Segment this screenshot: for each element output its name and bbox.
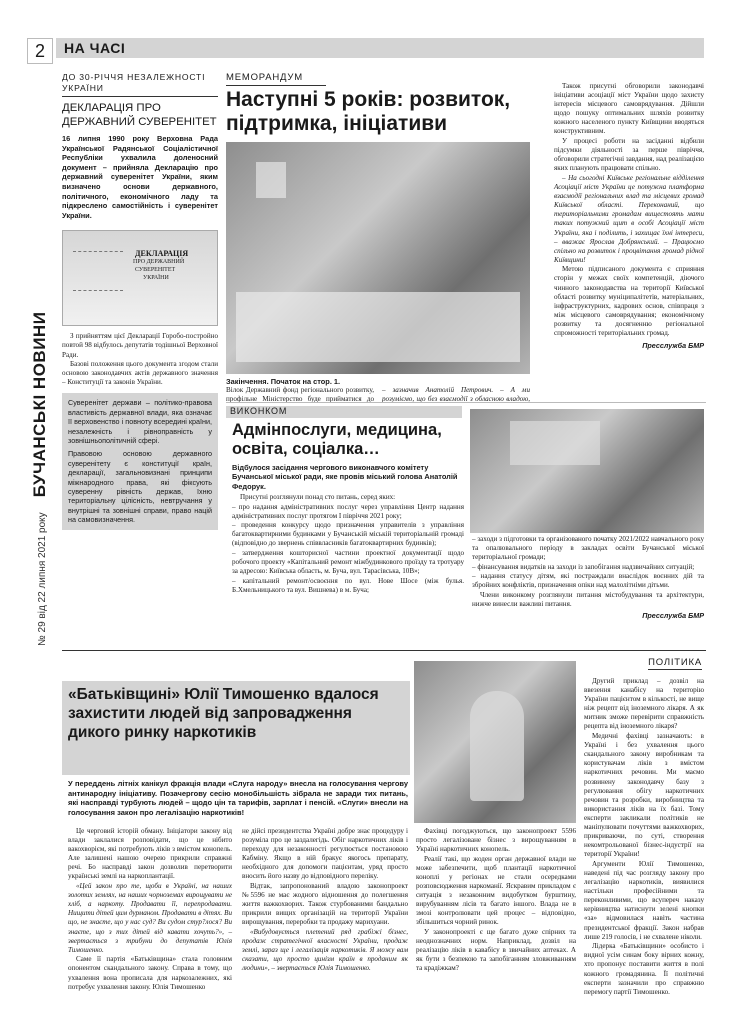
memorandum-title: Наступні 5 років: розвиток, підтримка, ініціативи	[226, 88, 511, 135]
memorandum-rubric: МЕМОРАНДУМ	[226, 72, 326, 86]
doc-line-4: УКРАЇНИ	[143, 275, 169, 282]
memorandum-article	[226, 72, 706, 402]
politics-col2: не дійсі президентства Україні добре знає процедуру і розуміла про це заздалегідь. Обіг наркотичних ліків і переходу для незаконності регулюється постановою Кабміну. Якщо в ній бракує якогось препарату, необхідного для допомоги пацієнтам, уряд просто вносить його назву до відповідного переліку. Відтак, запропонований владою законопроект №5596 не має жодного відношення до полегшення життя важкохворих. Також стурбованими бандально прикрили вищих організацій на території України вирощування, переробки та продажу марихуани. «Вибудовується плетений ряд грабіжі бізнес, продаж стратегічної власності України, продаж землі, зараз ще і легалізація наркотиків. Я можу вам сказати, що просто цинізм країн в проданим як людини», – звертається Юлія Тимошенко.	[242, 827, 408, 973]
politics-rubric: ПОЛІТИКА	[648, 657, 702, 668]
page-number: 2	[27, 38, 53, 64]
executive-body-left: Присутні розглянули понад сто питань, серед яких: – про надання адміністративних послуг через управління Центр надання адміністративних послуг протягом І півріччя 2021 року; – проведення конкурсу щодо призначення управителів з управління багатоквартирними будинками у Бучанській міській територіальній громаді (відповідно до звернень співвласників багатоквартирних будинків); – затвердження кошторисної частини проектної документації щодо робочого проекту «Капітальний ремонт міжбудинкового проїзду та тротуару за адресою: Київська область, м. Буча, вул. Тарасівська, 10В»; – капітальний ремонт/освоєння по вул. Нове Шосе (між булья. Б.Хмельницького та вул. Вишнева) в м. Буча;	[232, 493, 464, 594]
politics-col3: Фахівці погоджуються, що законопроект 5596 просто легалізоване бізнес з вирощуванням в Україні наркотичних конопель. Реалії такі, що жоден орган державної влади не може забезпечити, щоб плантації наркотичної коноплі у регіонах не стали осередками розповсюдження наркоманії. Яскравим прикладом є ситуація з незаконним видобутком бурштину, вирубуванням лісів та багато іншого. Влада не в змозі контролювати цей процес – відповідно, збільшиться чорний ринок. У законопроекті є ще багато дуже спірних та неоднозначних норм. Наприклад, дозвіл на реалізацію ліків в кавабісу в звичайних аптеках. А як бути з безпекою та запобіганням зловживанням та крадіжкам?	[416, 827, 576, 973]
politics-photo	[414, 661, 576, 823]
doc-scribble	[73, 251, 123, 291]
politics-col4: Другий приклад – дозвіл на ввезення канабісу на територію України пацієнтом в кількості, не вище ніж рецепт від іноземного лікаря. А як митник зможе перевірити справжність рецепта від іноземного лікаря? Медичні фахівці зазначають: в Україні і без ухвалення цього скандального закону виробникам та користувачам ліків з вмістом наркотичних речовин. Ми маємо розвинену законодавчу базу з регулювання обігу наркотичних речовин та розробки, виробництва та використання ліків на їх базі. Тому експерти закликали політиків не маніпулювати почуттями важкохворих, прикриваючи, по суті, створення некомтрольованої бізнес-індустрії на території України! Аргументи Юлії Тимошенко, наведені під час розгляду закону про легалізацію наркотиків, виявилися настільки професійними та переконливими, що всупереч наказу керівництва натиснути зелені кнопки «за» відмовилася навіть частина президентської фракції. Закон набрав лише 219 голосів, і не схвалене ніколи. Лідерка «Батьківщини» особисто і видної усім синам боку вірних кожну, хто пропонує поставити життя в полі кожного громадянина. Її політичні експерти зазначили про справжню перемогу партії Тимошенко.	[584, 677, 704, 996]
executive-item: – затвердження кошторисної частини проектної документації щодо робочого проекту «Капітальний ремонт міжбудинкового проїзду та тротуару за адресою: Київська область, м. Буча, вул. Тарасівська, 10В»;	[232, 549, 464, 576]
executive-article	[226, 402, 706, 640]
executive-item: – заходи з підготовки та організованого початку 2021/2022 навчального року та опалювального періоду в закладах освіти Бучанської міської територіальної громади;	[472, 535, 704, 562]
vertical-masthead	[30, 66, 56, 646]
doc-line-2: ПРО ДЕРЖАВНИЙ	[133, 259, 185, 266]
executive-photo	[470, 409, 704, 533]
memorandum-caption: Закінчення. Початок на стор. 1.	[226, 377, 341, 386]
memorandum-photo	[226, 142, 530, 374]
executive-rubric: ВИКОНКОМ	[230, 406, 288, 416]
anniversary-title: ДЕКЛАРАЦІЯ ПРО ДЕРЖАВНИЙ СУВЕРЕНІТЕТ	[62, 102, 217, 128]
memorandum-signature: Пресслужба БМР	[642, 341, 704, 351]
declaration-document-image	[62, 230, 218, 326]
newspaper-title: БУЧАНСЬКІ НОВИНИ	[30, 311, 49, 498]
memorandum-col2: – зазначив Анатолій Петрович. – А ми розуміємо, що без взаємодії з обласною владою,	[382, 386, 530, 402]
executive-rubric-bar	[226, 406, 462, 418]
executive-signature: Пресслужба БМР	[642, 611, 704, 621]
issue-line: № 29 від 22 липня 2021 року	[37, 512, 48, 646]
anniversary-p2: Базові положення цього документа згодом стали основою законодавчих актів державного значення – Конституції та законів України.	[62, 360, 218, 387]
memorandum-right-col: Також присутні обговорили законодавчі ініціативи асоціації міст України щодо захисту інтересів місцевого самоврядування. Дійшли щодо пошуку оптимальних шляхів розвитку кожного населеного пункту Київщини вводяться конструктивним. У процесі роботи на засіданні відбили підсумки діяльності за перше півріччя, обговорили стратегічні завдання, над реалізацією яких планують працювати спільно. – На сьогодні Київське регіональне відділення Асоціації міст України це потужна платформа взаємодії регіональних влад та місцевих громад Київської області. Переконаний, що територіальними громадам вищестоять мати таких потужний щит в особі Асоціації міст України, яка і поділить, і захищає їхні інтереси, – вважає Ярослав Добрянський. – Працюємо спільно на розвиток і процвітання громад рідної Київщини! Метою підписаного документа є сприяння сторін у межах своїх компетенцій, діючого чинного законодавства на території Київської області розвитку муніципалітетів, матеріальних, інфраструктурних, кадрових основ, співпраця з між місцевого самоврядування; економічному розвитку та досягненню регіональної спроможності територіальних громад. Пресслужба БМР	[554, 82, 704, 351]
politics-lead: У переддень літніх канікул фракція влади «Слуга народу» внесла на голосування чергову антинародну ініціативу. Позачергову сесію монобільшість зібрала не заради тих питань, які насправді турбують людей – щодо цін та тарифів, зарплат і пенсій. «Слуги» внесли на голосування закон про легалізацію наркотиків!	[68, 779, 408, 817]
anniversary-lead: 16 липня 1990 року Верховна Рада Української Радянської Соціалістичної Республіки ухвалила доленосний документ – прийняла Декларацію про державний суверенітет України, яким визначено основи державного, політичного, економічного ладу та підкреслено самостійність і суверенітет України.	[62, 134, 218, 220]
sovereignty-quote: Суверенітет держави – політико-правова властивість державної влади, яка означає її верховенство і повноту всередині країни, незалежність і рівноправність у зовнішньополітичній сфері.	[68, 398, 212, 446]
doc-line-3: СУВЕРЕНІТЕТ	[135, 267, 176, 274]
politics-col1: Це черговий історій обману. Ініціатори закону від влади заклалися розповідати, що це нібито вакохворієм, які потребують ліків з вмістом конопель. Але залишені нашою очерею прикрили справжні речі. Бо насправді закон дозволив перетворити українські землі на наркоплантації. «Цей закон про те, щоби в Україні, на наших золотих землях, на наших чорноземах вирощувати не хліб, а наркоту. Продавати її, перепродавати. Нищити дітей цим дурманом. Продавати в дітях. Ви що, не знаєте, що у нас суд? Ви судом стур?лося? Ви знаєте, що з тих дітей від кавати хочуть?», – звертається з трибуни до депутатів Юлія Тимошенко. Саме її партія «Батьківщина» стала головним опонентом скандального закону. Справа в тому, що ухвалення вона прописала для наркозалежних, які потребує ухвалення закону. Юлія Тимошенко	[68, 827, 232, 991]
executive-item: – проведення конкурсу щодо призначення управителів з управління багатоквартирними будинками у Бучанській міській територіальній громаді (відповідно до звернень співвласників багатоквартирних будинків);	[232, 521, 464, 548]
sovereignty-quote-box	[62, 393, 218, 529]
executive-item: – про надання адміністративних послуг через управління Центр надання адміністративних послуг протягом І півріччя 2021 року;	[232, 502, 464, 520]
executive-item: – фінансування видатків на заходи із запобігання надзвичайних ситуацій;	[472, 562, 695, 571]
doc-line-1: ДЕКЛАРАЦІЯ	[135, 249, 189, 259]
wall-emblem	[256, 162, 286, 198]
politics-title: «Батьківщині» Юлії Тимошенко вдалося захистити людей від запровадження дикого ринку наркотиків	[68, 686, 379, 741]
executive-item: – капітальний ремонт/освоєння по вул. Нове Шосе (між булья. Б.Хмельницького та вул. Вишнева) в м. Буча;	[232, 576, 464, 594]
anniversary-p1: З прийняттям цієї Декларації Горобо-постройно повтой 98 відбулось депутатів тодішньої Верховної Ради.	[62, 332, 218, 359]
anniversary-body	[62, 332, 218, 387]
executive-title: Адмінпослуги, медицина, освіта, соціалка…	[232, 421, 442, 458]
meeting-table	[236, 292, 520, 362]
hall-monitor	[510, 421, 600, 465]
masthead-text	[30, 66, 56, 646]
section-title: НА ЧАСІ	[64, 40, 126, 56]
executive-item: – надання статусу дітям, які постраждали внаслідок воєнних дій та збройних конфліктів, призначення опіки над малолітніми дітьми.	[472, 572, 704, 590]
speaker-figure	[470, 691, 524, 801]
memorandum-col1: Вілок Державний фонд регіонального розвитку, профільне Міністерство буде прийматися до	[226, 386, 374, 402]
section-header	[56, 38, 704, 58]
anniversary-article	[62, 72, 218, 637]
politics-article	[62, 650, 706, 1024]
executive-lead: Відбулося засідання чергового виконавчого комітету Бучанської міської ради, яке провів міський голова Анатолій Федорук.	[232, 463, 458, 491]
anniversary-rubric: ДО 30-РІЧЧЯ НЕЗАЛЕЖНОСТІ УКРАЇНИ	[62, 72, 218, 97]
sovereignty-p3: Правовою основою державного суверенітету є конституції країн, декларації, загальновизнані принципи міжнародного права, які фіксують суверенну рівність держав, їхню територіальну цілісність, невтручання у внутрішні та зовнішні справи, право націй на самовизначення.	[68, 449, 212, 525]
executive-body-right: – заходи з підготовки та організованого початку 2021/2022 навчального року та опалювального періоду в закладах освіти Бучанської міської територіальної громади; – фінансування видатків на заходи із запобігання надзвичайних ситуацій; – надання статусу дітям, які постраждали внаслідок воєнних дій та збройних конфліктів, призначення опіки над малолітніми дітьми. Члени виконкому розглянули питання містобудування та архітектури, нижче винесли важливі питання. Пресслужба БМР	[472, 535, 704, 621]
